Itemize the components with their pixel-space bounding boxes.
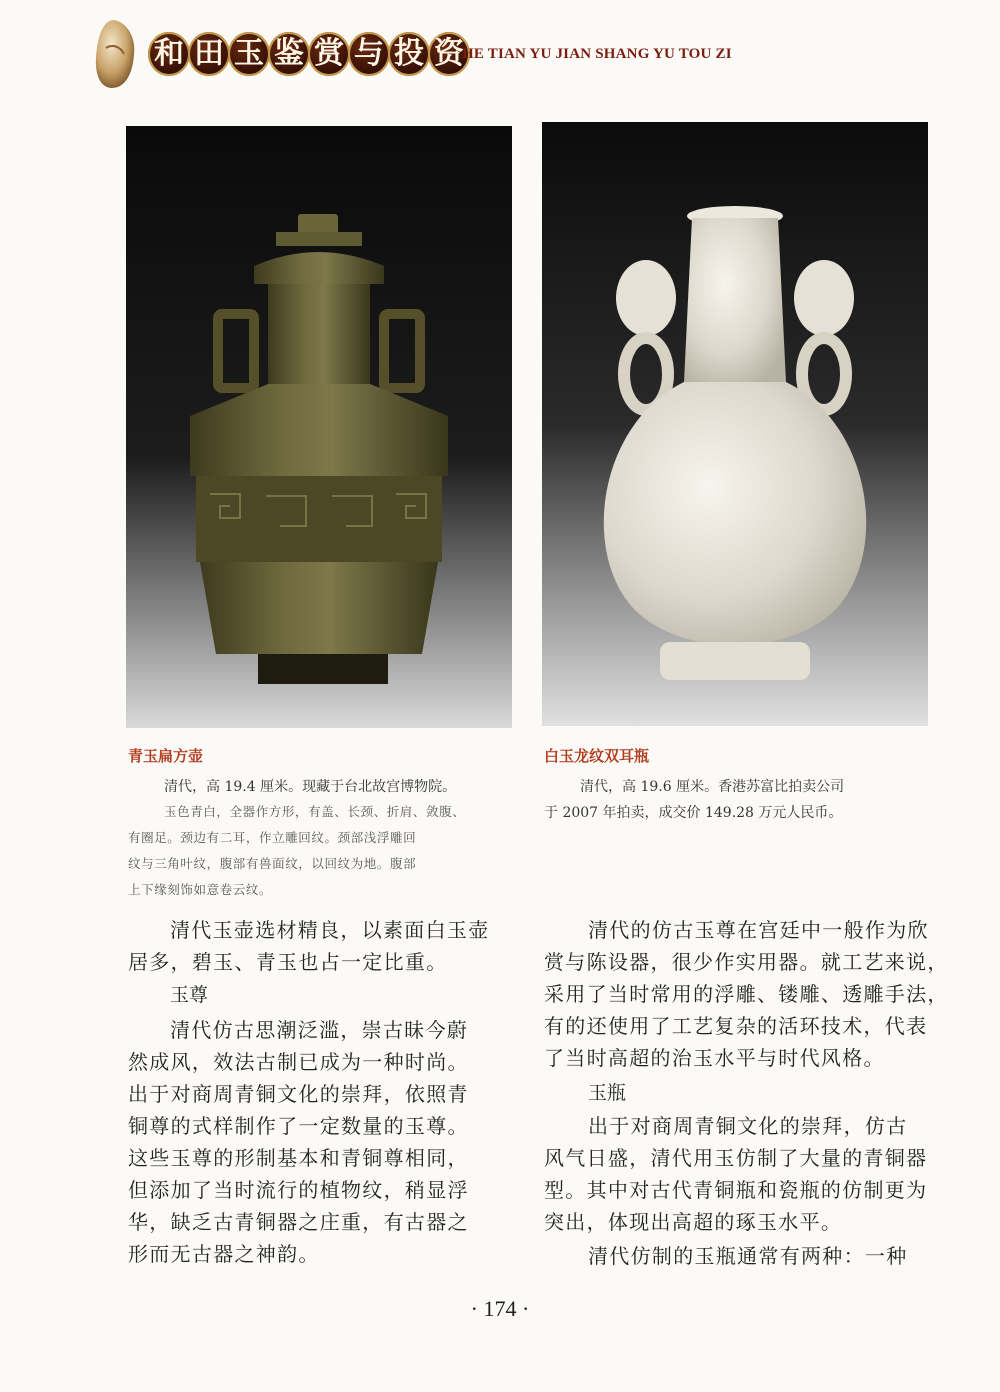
page-number: · 174 · [470,1296,530,1321]
body-line: 有的还使用了工艺复杂的活环技术，代表 [544,1014,928,1038]
right-caption-line: 于 2007 年拍卖，成交价 149.28 万元人民币。 [544,805,843,821]
section-heading-yuping: 玉瓶 [588,1082,627,1104]
right-caption-title: 白玉龙纹双耳瓶 [544,747,650,765]
body-line: 赏与陈设器，很少作实用器。就工艺来说， [544,950,949,974]
left-caption-title: 青玉扁方壶 [128,747,204,765]
body-line: 形而无古器之神韵。 [128,1242,320,1266]
page-header [92,14,792,94]
body-line: 型。其中对古代青铜瓶和瓷瓶的仿制更为 [544,1178,928,1202]
body-line: 但添加了当时流行的植物纹，稍显浮 [128,1178,469,1202]
body-line: 华，缺乏古青铜器之庄重，有古器之 [128,1210,469,1234]
green-jade-pot-illustration [126,126,512,728]
body-line: 清代仿制的玉瓶通常有两种：一种 [588,1244,908,1268]
left-caption-desc: 上下缘刻饰如意卷云纹。 [128,882,273,897]
body-line: 风气日盛，清代用玉仿制了大量的青铜器 [544,1146,928,1170]
white-jade-vase-illustration [542,122,928,726]
body-line: 清代玉壶选材精良，以素面白玉壶 [170,918,490,942]
title-char: 鉴 [268,32,310,76]
title-char: 赏 [308,32,350,76]
body-line: 铜尊的式样制作了一定数量的玉尊。 [128,1114,469,1138]
title-char: 田 [188,32,230,76]
body-line: 出于对商周青铜文化的崇拜，仿古 [588,1114,908,1138]
left-caption-desc: 玉色青白，全器作方形，有盖、长颈、折肩、敛腹、 [164,804,466,819]
title-char: 投 [388,32,430,76]
left-caption-line: 清代，高 19.4 厘米。现藏于台北故宫博物院。 [164,779,457,795]
title-char: 和 [148,32,190,76]
left-caption-desc: 有圈足。颈边有二耳，作立雕回纹。颈部浅浮雕回 [128,830,417,845]
body-line: 突出，体现出高超的琢玉水平。 [544,1210,843,1234]
title-char: 资 [428,32,470,76]
left-caption-desc: 纹与三角叶纹，腹部有兽面纹，以回纹为地。腹部 [128,856,417,871]
jade-pendant-logo [92,18,138,90]
photo-white-jade-vase [542,122,928,726]
book-title-chinese [148,32,468,76]
photo-green-jade-pot [126,126,512,728]
body-line: 这些玉尊的形制基本和青铜尊相同， [128,1146,469,1170]
body-line: 了当时高超的治玉水平与时代风格。 [544,1046,885,1070]
body-line: 清代的仿古玉尊在宫廷中一般作为欣 [588,918,929,942]
body-line: 采用了当时常用的浮雕、镂雕、透雕手法， [544,982,949,1006]
body-line: 居多，碧玉、青玉也占一定比重。 [128,950,448,974]
right-caption-line: 清代，高 19.6 厘米。香港苏富比拍卖公司 [580,779,845,795]
title-char: 与 [348,32,390,76]
title-char: 玉 [228,32,270,76]
body-line: 清代仿古思潮泛滥，崇古昧今蔚 [170,1018,469,1042]
book-title-pinyin: HE TIAN YU JIAN SHANG YU TOU ZI [462,46,732,62]
body-line: 出于对商周青铜文化的崇拜，依照青 [128,1082,469,1106]
body-line: 然成风，效法古制已成为一种时尚。 [128,1050,469,1074]
section-heading-yuzun: 玉尊 [170,984,209,1006]
